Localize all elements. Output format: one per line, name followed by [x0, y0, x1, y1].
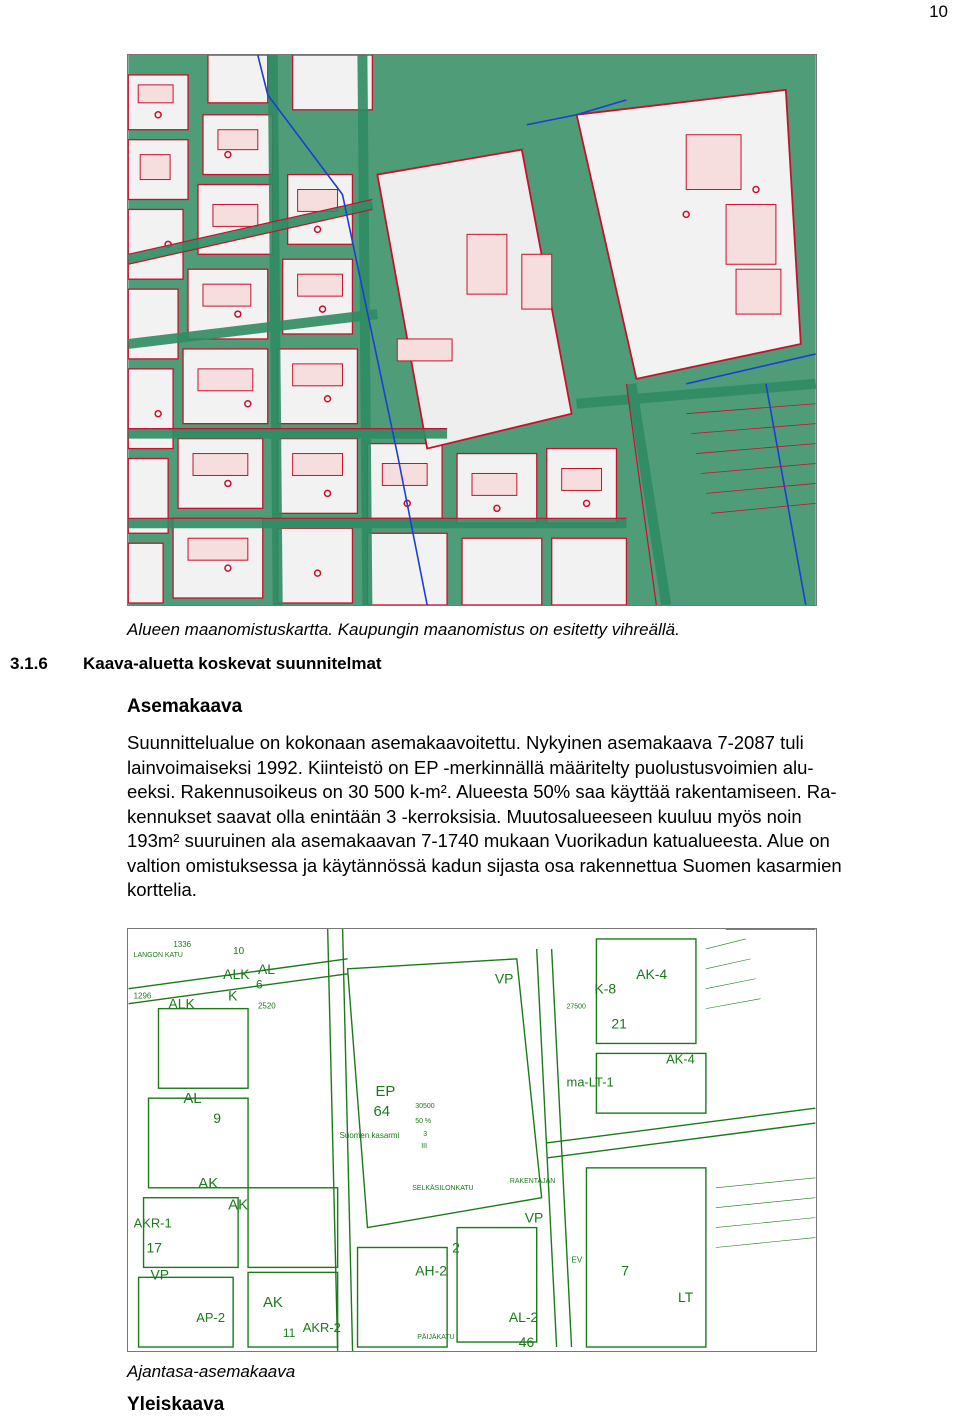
label-pct: 50 % — [415, 1118, 432, 1126]
label-area: 30500 — [415, 1103, 435, 1111]
label-ak2: AK — [228, 1196, 249, 1214]
label-alk2: ALK — [168, 995, 195, 1012]
label-k8: K-8 — [594, 980, 617, 997]
label-17: 17 — [146, 1239, 163, 1256]
label-27500: 27500 — [566, 1003, 586, 1011]
label-ak4b: AK-4 — [666, 1051, 695, 1067]
label-k1: K — [228, 987, 238, 1004]
label-ah2: AH-2 — [415, 1262, 447, 1279]
label-malt: ma-LT-1 — [566, 1074, 614, 1090]
paragraph-line: lainvoimaiseksi 1992. Kiinteistö on EP -merkinnällä määritelty puolustusvoimien alu- — [127, 756, 814, 778]
label-vp1: VP — [494, 970, 514, 987]
label-46: 46 — [518, 1334, 535, 1351]
label-al3: AL-2 — [508, 1309, 539, 1326]
label-9: 9 — [213, 1110, 221, 1127]
label-2520: 2520 — [258, 1001, 276, 1011]
body-paragraph — [127, 731, 955, 903]
label-ap2: AP-2 — [196, 1310, 226, 1326]
detailed-plan-map — [127, 928, 817, 1352]
label-al1: AL — [258, 960, 276, 977]
label-2: 2 — [452, 1239, 460, 1256]
page-number: 10 — [929, 2, 948, 21]
label-vp2: VP — [150, 1266, 170, 1283]
subheading-asemakaava: Asemakaava — [127, 696, 243, 717]
label-street-1: RAKENTAJAN — [509, 1177, 556, 1185]
label-7: 7 — [621, 1262, 630, 1279]
paragraph-line: eeksi. Rakennusoikeus on 30 500 k-m². Alueesta 50% saa käyttää rakentamiseen. Ra- — [127, 781, 837, 802]
label-ep: EP — [375, 1083, 396, 1101]
section-heading — [10, 654, 382, 674]
paragraph-line: valtion omistuksessa ja käytännössä kadun sijasta osa rakennettua Suomen kasarmien — [127, 854, 842, 876]
label-floors: 3 — [423, 1131, 428, 1139]
label-al2: AL — [183, 1090, 202, 1108]
label-alk1: ALK — [223, 965, 250, 982]
label-ak3: AK — [262, 1294, 283, 1312]
label-street-4: LANGON KATU — [133, 951, 183, 959]
section-title: Kaava-aluetta koskevat suunnitelmat — [83, 654, 382, 673]
paragraph-line: kennukset saavat olla enintään 3 -kerroksisia. Muutosalueeseen kuuluu myös noin — [127, 805, 802, 827]
label-lt: LT — [678, 1289, 694, 1306]
label-10: 10 — [233, 945, 245, 957]
ownership-map-drawing — [128, 55, 816, 605]
subheading-yleiskaava: Yleiskaava — [127, 1394, 225, 1415]
figure1-caption: Alueen maanomistuskartta. Kaupungin maanomistus on esitetty vihreällä. — [127, 620, 680, 639]
label-block: 64 — [373, 1103, 391, 1121]
label-street-2: SELKÄSILONKATU — [412, 1184, 474, 1192]
figure2-caption: Ajantasa-asemakaava — [127, 1362, 296, 1381]
label-6: 6 — [256, 977, 263, 992]
label-1336: 1336 — [173, 939, 192, 949]
paragraph-line: 193m² suuruinen ala asemakaavan 7-1740 mukaan Vuorikadun katualueesta. Alue on — [127, 830, 830, 851]
label-ak4a: AK-4 — [636, 965, 668, 982]
label-ak1: AK — [198, 1174, 219, 1192]
label-akr1: AKR-1 — [133, 1215, 172, 1231]
label-21: 21 — [611, 1015, 627, 1032]
label-1296: 1296 — [133, 991, 152, 1001]
label-ev: EV — [571, 1255, 583, 1265]
ownership-map — [127, 54, 817, 606]
detailed-plan-drawing — [128, 929, 816, 1351]
label-vp3: VP — [524, 1209, 544, 1226]
label-11: 11 — [282, 1326, 296, 1341]
label-floors-roman: III — [421, 1142, 428, 1150]
label-akr2: AKR-2 — [302, 1320, 341, 1336]
paragraph-line: korttelia. — [127, 879, 197, 900]
paragraph-line: Suunnittelualue on kokonaan asemakaavoitettu. Nykyinen asemakaava 7-2087 tuli — [127, 732, 804, 753]
label-street-3: PÄIJÄKATU — [417, 1334, 455, 1342]
section-number: 3.1.6 — [10, 654, 48, 673]
label-name: Suomen kasarmi — [339, 1131, 400, 1141]
